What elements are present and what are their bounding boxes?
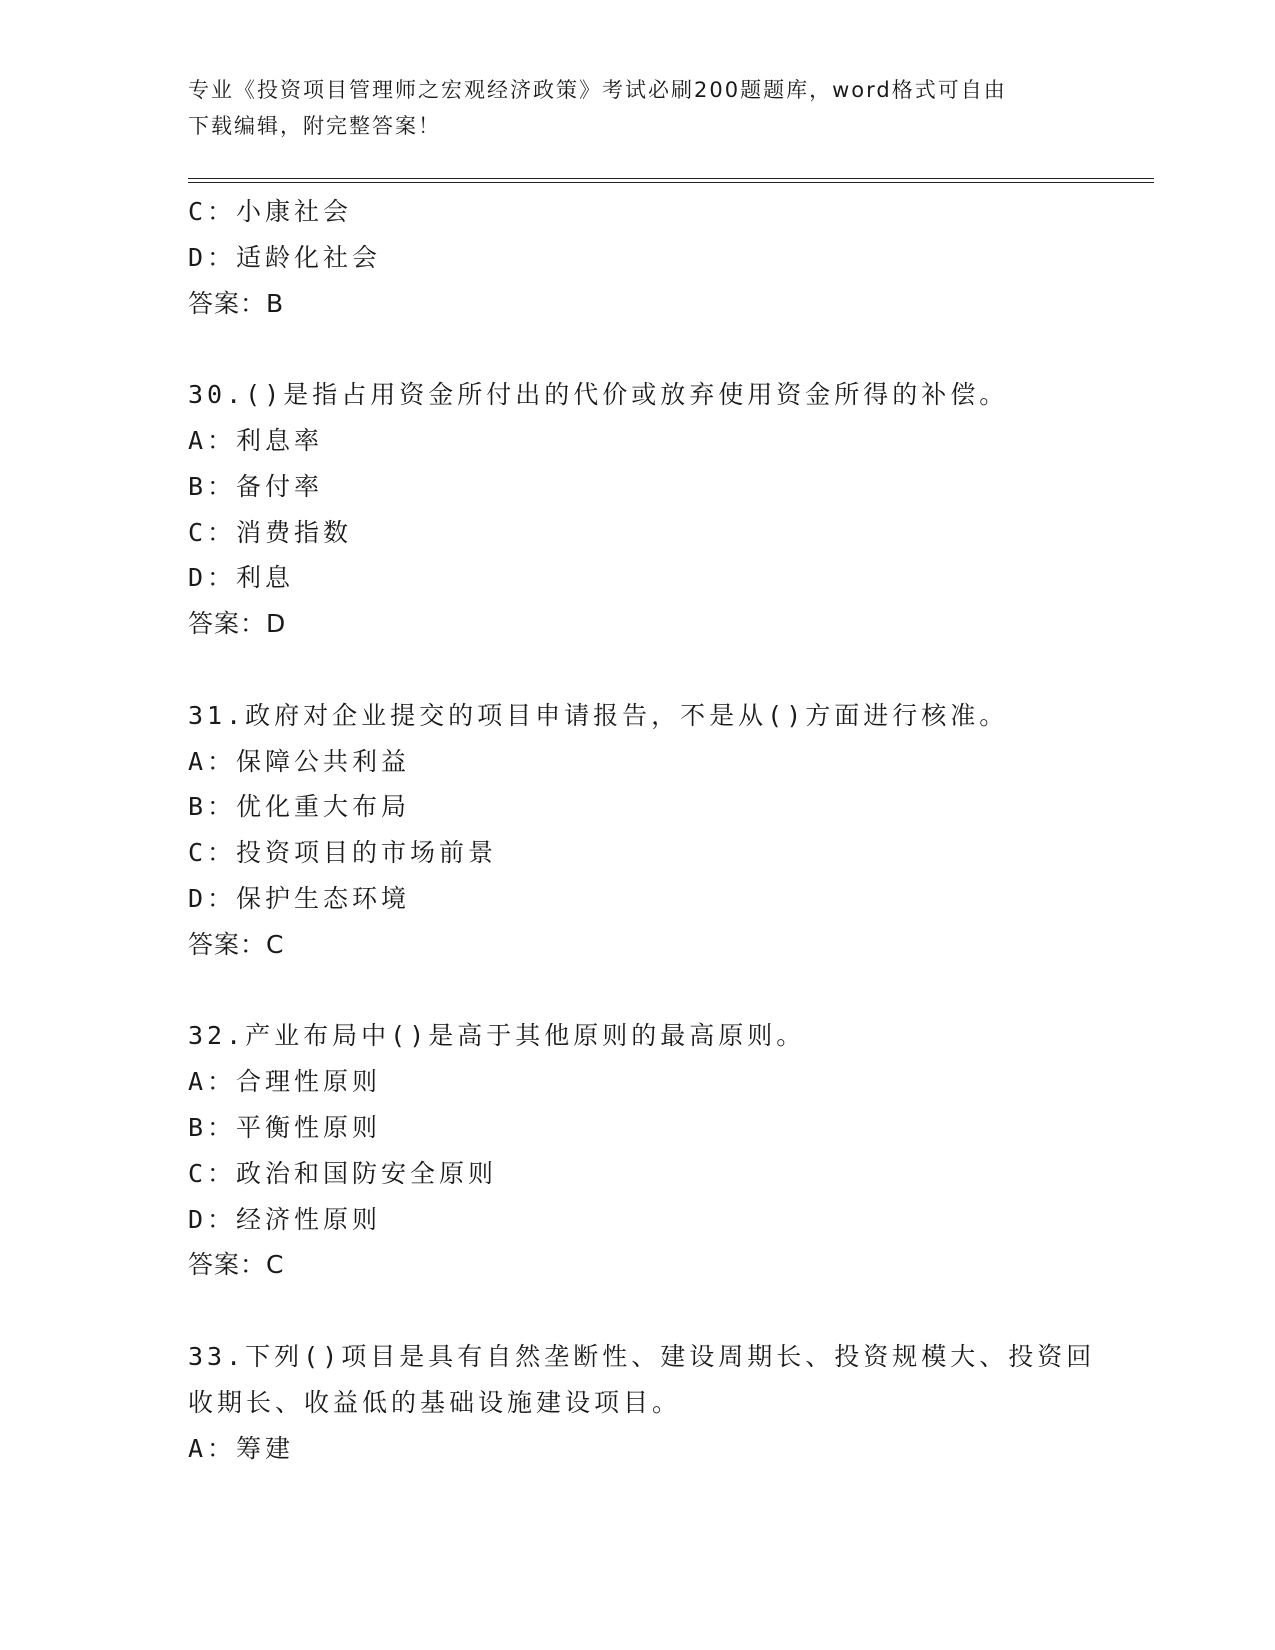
answer-line: 答案：C: [188, 1250, 285, 1280]
document-header: [188, 72, 1068, 144]
option-d: D：适龄化社会: [188, 242, 382, 272]
option-b: B：备付率: [188, 471, 324, 501]
spacer: [188, 1288, 1088, 1334]
option-d: D：保护生态环境: [188, 883, 411, 913]
spacer: [188, 647, 1088, 693]
question-stem-32: 32.产业布局中()是高于其他原则的最高原则。: [188, 1021, 806, 1051]
option-c: C：投资项目的市场前景: [188, 838, 498, 868]
option-a: A：利息率: [188, 425, 324, 455]
option-a: A：筹建: [188, 1433, 295, 1463]
spacer: [188, 326, 1088, 372]
option-a: A：合理性原则: [188, 1067, 382, 1097]
question-list: [188, 189, 1096, 1471]
answer-line: 答案：C: [188, 929, 285, 959]
option-c: C：消费指数: [188, 517, 353, 547]
question-stem-33-line-1: 33.下列()项目是具有自然垄断性、建设周期长、投资规模大、投资回: [188, 1341, 1096, 1371]
option-c: C：政治和国防安全原则: [188, 1158, 498, 1188]
option-a: A：保障公共利益: [188, 746, 411, 776]
question-stem-31: 31.政府对企业提交的项目申请报告，不是从()方面进行核准。: [188, 700, 1009, 730]
header-line-2: 下载编辑，附完整答案！: [188, 114, 441, 138]
answer-line: 答案：D: [188, 609, 287, 639]
option-b: B：优化重大布局: [188, 792, 411, 822]
question-stem-33-line-2: 收期长、收益低的基础设施建设项目。: [188, 1387, 682, 1417]
header-divider-bottom: [188, 182, 1154, 183]
question-stem-30: 30.()是指占用资金所付出的代价或放弃使用资金所得的补偿。: [188, 380, 1009, 410]
header-line-1: 专业《投资项目管理师之宏观经济政策》考试必刷200题题库，word格式可自由: [188, 78, 1007, 102]
answer-line: 答案：B: [188, 288, 285, 318]
option-d: D：利息: [188, 563, 295, 593]
header-divider-top: [188, 178, 1154, 179]
option-b: B：平衡性原则: [188, 1112, 382, 1142]
option-c: C：小康社会: [188, 197, 353, 226]
option-d: D：经济性原则: [188, 1204, 382, 1234]
spacer: [188, 968, 1088, 1014]
